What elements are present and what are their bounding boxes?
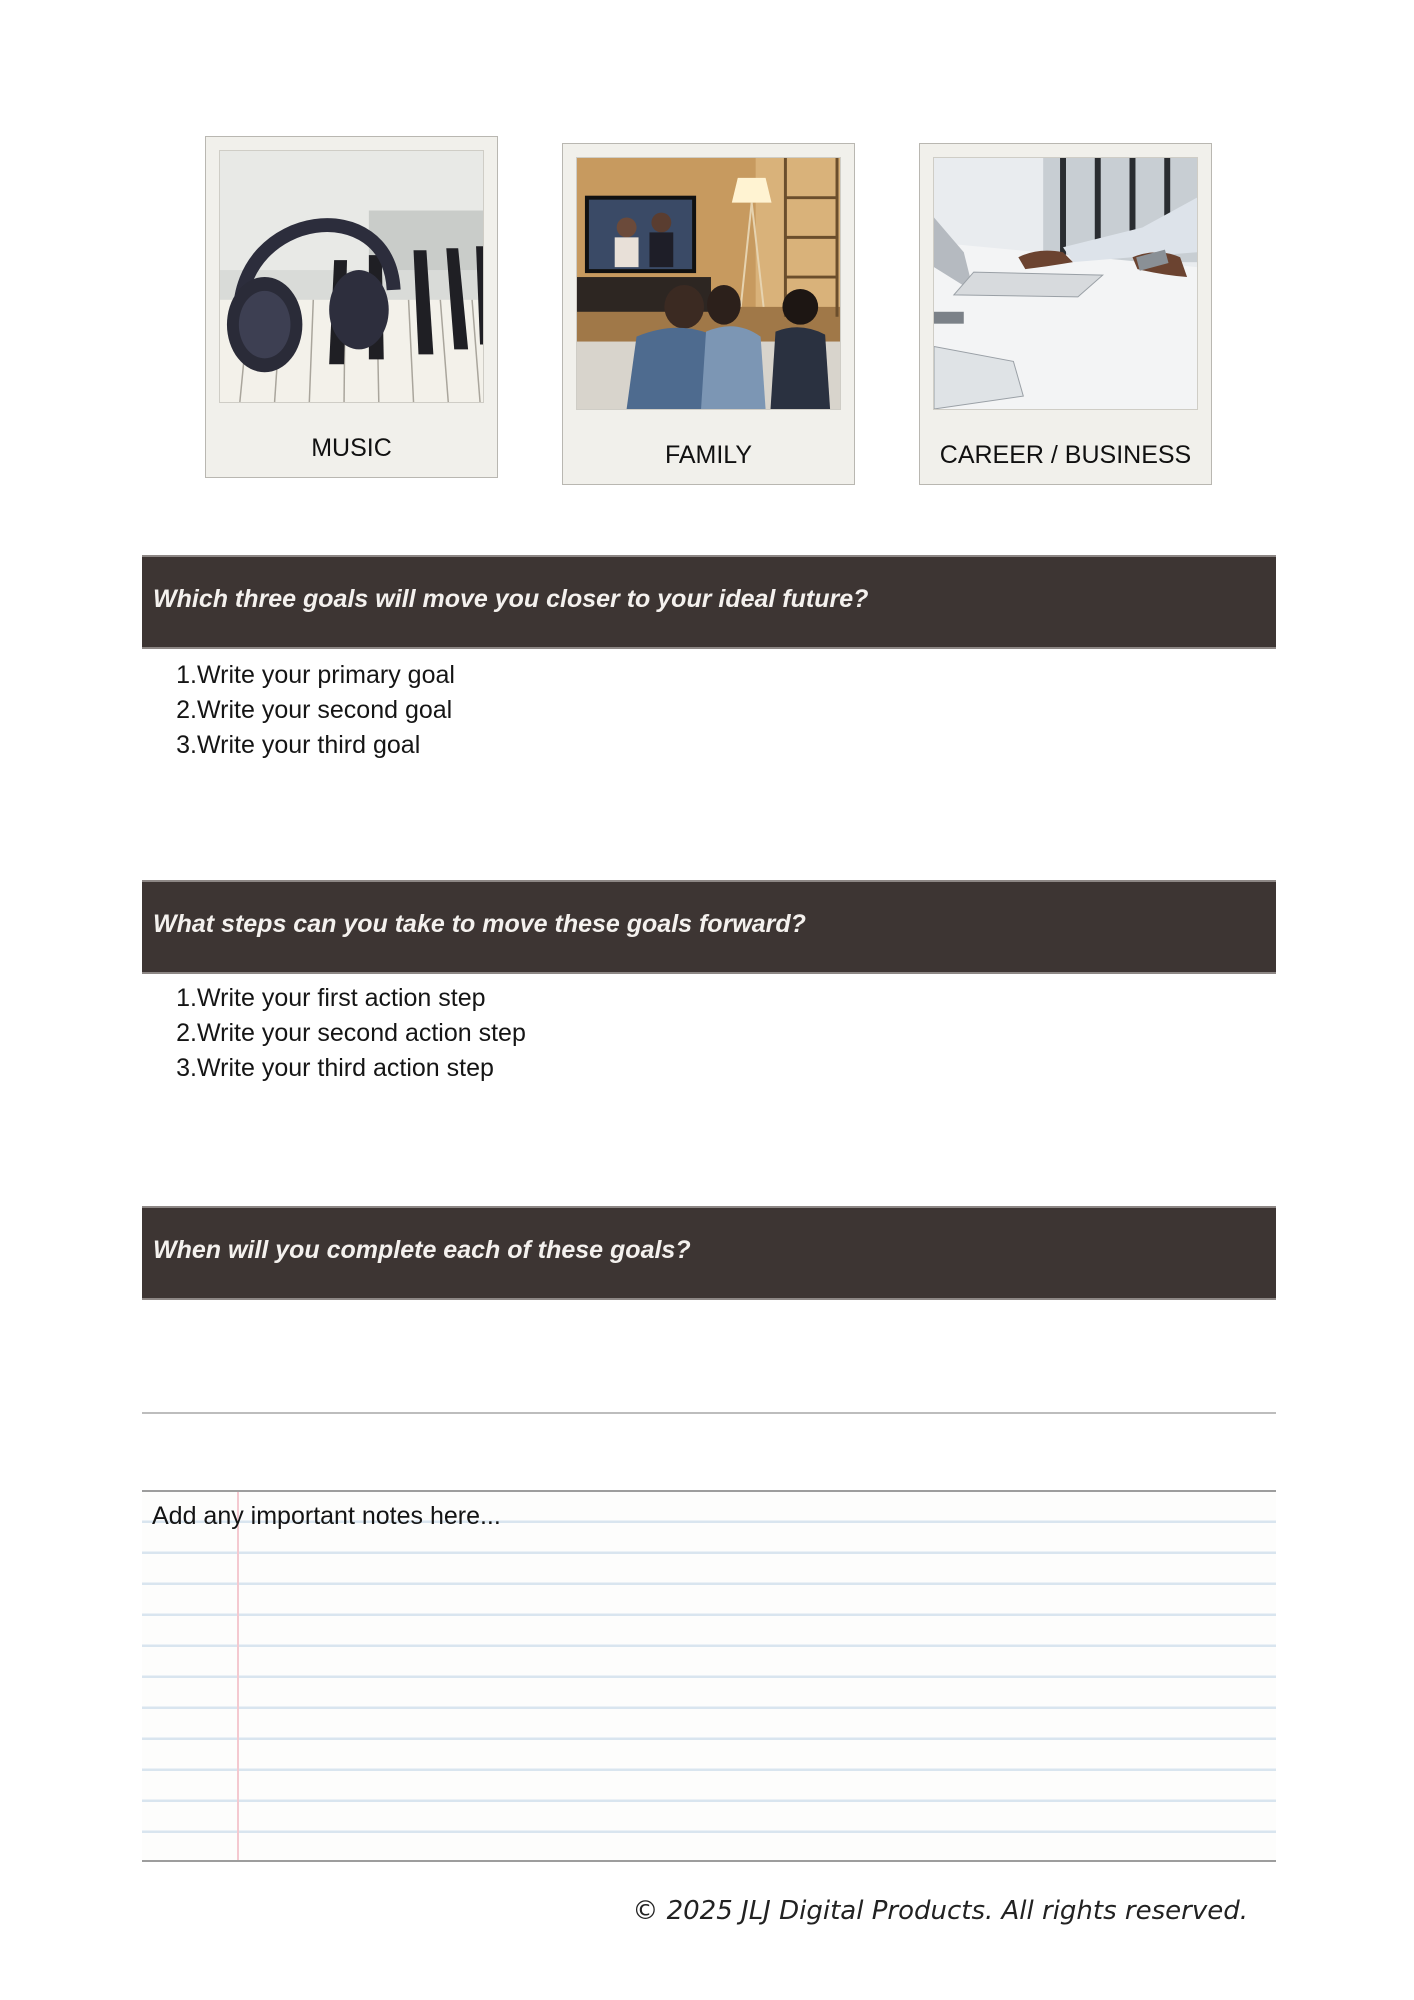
headphones-on-piano-image	[219, 150, 484, 403]
family-card	[562, 143, 855, 485]
list-item-text: Write your second goal	[197, 696, 453, 724]
answer-divider-line	[142, 1412, 1276, 1414]
steps-list	[170, 981, 526, 1086]
notes-area[interactable]	[142, 1490, 1276, 1862]
list-item[interactable]: 3.Write your third action step	[176, 1054, 494, 1082]
list-item[interactable]: 3.Write your third goal	[176, 731, 421, 759]
list-item-text: Write your second action step	[197, 1019, 526, 1047]
music-card	[205, 136, 498, 478]
notes-placeholder: Add any important notes here...	[152, 1502, 501, 1530]
music-caption: MUSIC	[311, 434, 392, 462]
laptop-work-image	[933, 157, 1198, 410]
family-watching-tv-image	[576, 157, 841, 410]
goals-list	[170, 658, 455, 763]
list-item-text: Write your primary goal	[197, 661, 455, 689]
notes-margin-line	[237, 1492, 239, 1860]
list-item-text: Write your first action step	[197, 984, 486, 1012]
timeline-question-heading: When will you complete each of these goals?	[153, 1236, 691, 1264]
copyright-footer: © 2025 JLJ Digital Products. All rights reserved.	[632, 1896, 1248, 1926]
goals-question-heading: Which three goals will move you closer to your ideal future?	[153, 585, 869, 613]
list-item[interactable]: 1.Write your first action step	[176, 984, 486, 1012]
goals-question-banner	[142, 555, 1276, 649]
list-item-text: Write your third goal	[197, 731, 421, 759]
list-item[interactable]: 1.Write your primary goal	[176, 661, 455, 689]
list-item[interactable]: 2.Write your second goal	[176, 696, 453, 724]
list-item[interactable]: 2.Write your second action step	[176, 1019, 526, 1047]
steps-question-banner	[142, 880, 1276, 974]
career-caption: CAREER / BUSINESS	[939, 441, 1192, 469]
list-item-text: Write your third action step	[197, 1054, 494, 1082]
timeline-question-banner	[142, 1206, 1276, 1300]
family-caption: FAMILY	[664, 441, 753, 469]
career-card	[919, 143, 1212, 485]
steps-question-heading: What steps can you take to move these goals forward?	[153, 910, 806, 938]
